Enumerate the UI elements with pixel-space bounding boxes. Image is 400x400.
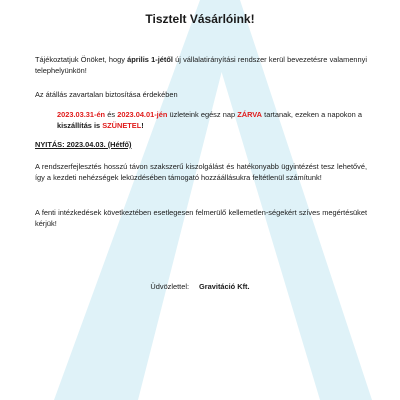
transition-paragraph: Az átállás zavartalan biztosítása érdekében [35,90,178,99]
closure-date-1: 2023.03.31-én [57,110,106,119]
page-title: Tisztelt Vásárlóink! [145,12,255,26]
greeting: Üdvözlettel: [150,282,190,291]
closure-date-2: 2023.04.01-jén [117,110,168,119]
apology-paragraph: A fenti intézkedések következtében esetlegesen felmerülő kellemetlen-ségekért szíves megértésüket kérjük! [35,208,367,228]
company-name: Gravitáció Kft. [199,282,250,291]
intro-paragraph: Tájékoztatjuk Önöket, hogy április 1-jétől új vállalatirányítási rendszer kerül bevezetésre valamennyi telephelyünkön! [35,55,367,75]
signature [0,282,400,291]
closed-label: ZÁRVA [237,110,263,119]
opening-line: NYITÁS: 2023.04.03. (Hétfő) [35,140,132,149]
paused-label: SZÜNETEL [102,120,142,130]
development-paragraph: A rendszerfejlesztés hosszú távon szakszerű kiszolgálást és hatékonyabb ügyintézést tesz lehetővé, így a kezdeti nehézségek leküzdésében támogató hozzáállásukra feltétlenül számítunk! [35,162,367,182]
closure-paragraph: 2023.03.31-én és 2023.04.01-jén üzleteink egész nap ZÁRVA tartanak, ezeken a napokon a kiszállítás is SZÜNETEL! [57,110,362,130]
start-date: április 1-jétől [127,55,173,64]
